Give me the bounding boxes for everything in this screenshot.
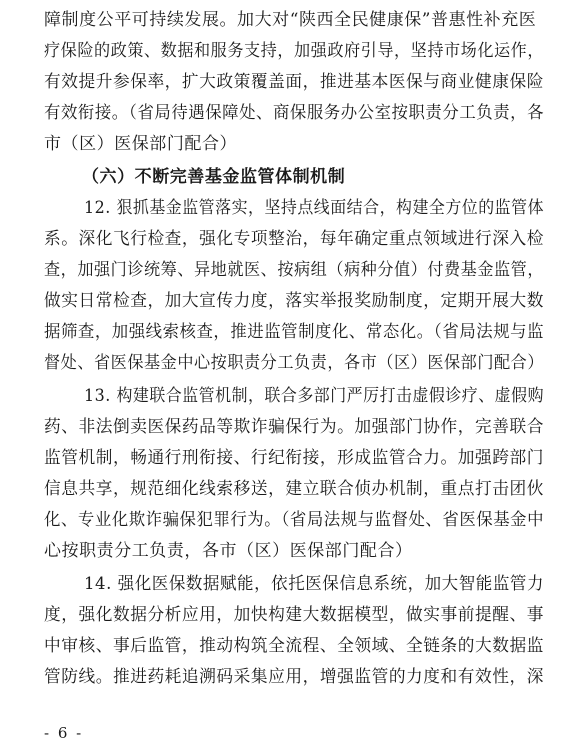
section-heading: （六）不断完善基金监管体制机制	[82, 167, 346, 187]
text-line: 有效提升参保率，扩大政策覆盖面，推进基本医保与商业健康保险	[44, 72, 544, 92]
paragraph-first-line: 12. 狠抓基金监管落实，坚持点线面结合，构建全方位的监管体	[84, 198, 545, 218]
text-line: 督处、省医保基金中心按职责分工负责，各市（区）医保部门配合）	[44, 353, 545, 373]
text-line: 有效衔接。（省局待遇保障处、商保服务办公室按职责分工负责，各	[44, 103, 545, 123]
text-line: 信息共享，规范细化线索移送，建立联合侦办机制，重点打击团伙	[44, 479, 544, 499]
text-line: 据筛查，加强线索核查，推进监管制度化、常态化。（省局法规与监	[44, 322, 545, 342]
text-line: 做实日常检查，加大宣传力度，落实举报奖励制度，定期开展大数	[44, 291, 544, 311]
text-line: 管防线。推进药耗追溯码采集应用，增强监管的力度和有效性，深	[44, 667, 544, 687]
paragraph-first-line: 13. 构建联合监管机制，联合多部门严厉打击虚假诊疗、虚假购	[84, 386, 545, 406]
text-line: 度，强化数据分析应用，加快构建大数据模型，做实事前提醒、事	[44, 605, 544, 625]
page-number: - 6 -	[44, 724, 84, 742]
text-line: 查，加强门诊统筹、异地就医、按病组（病种分值）付费基金监管，	[44, 260, 545, 280]
text-line: 障制度公平可持续发展。加大对“陕西全民健康保”普惠性补充医	[44, 10, 537, 30]
text-line: 监管机制，畅通行刑衔接、行纪衔接，形成监管合力。加强跨部门	[44, 448, 544, 468]
text-line: 化、专业化欺诈骗保犯罪行为。（省局法规与监督处、省医保基金中	[44, 510, 545, 530]
paragraph-first-line: 14. 强化医保数据赋能，依托医保信息系统，加大智能监管力	[84, 574, 544, 594]
text-line: 中审核、事后监管，推动构筑全流程、全领域、全链条的大数据监	[44, 636, 544, 656]
text-line: 心按职责分工负责，各市（区）医保部门配合）	[44, 541, 413, 561]
text-line: 系。深化飞行检查，强化专项整治，每年确定重点领域进行深入检	[44, 229, 544, 249]
text-line: 药、非法倒卖医保药品等欺诈骗保行为。加强部门协作，完善联合	[44, 417, 544, 437]
text-line: 疗保险的政策、数据和服务支持，加强政府引导，坚持市场化运作，	[44, 41, 545, 61]
text-line: 市（区）医保部门配合）	[44, 134, 238, 154]
